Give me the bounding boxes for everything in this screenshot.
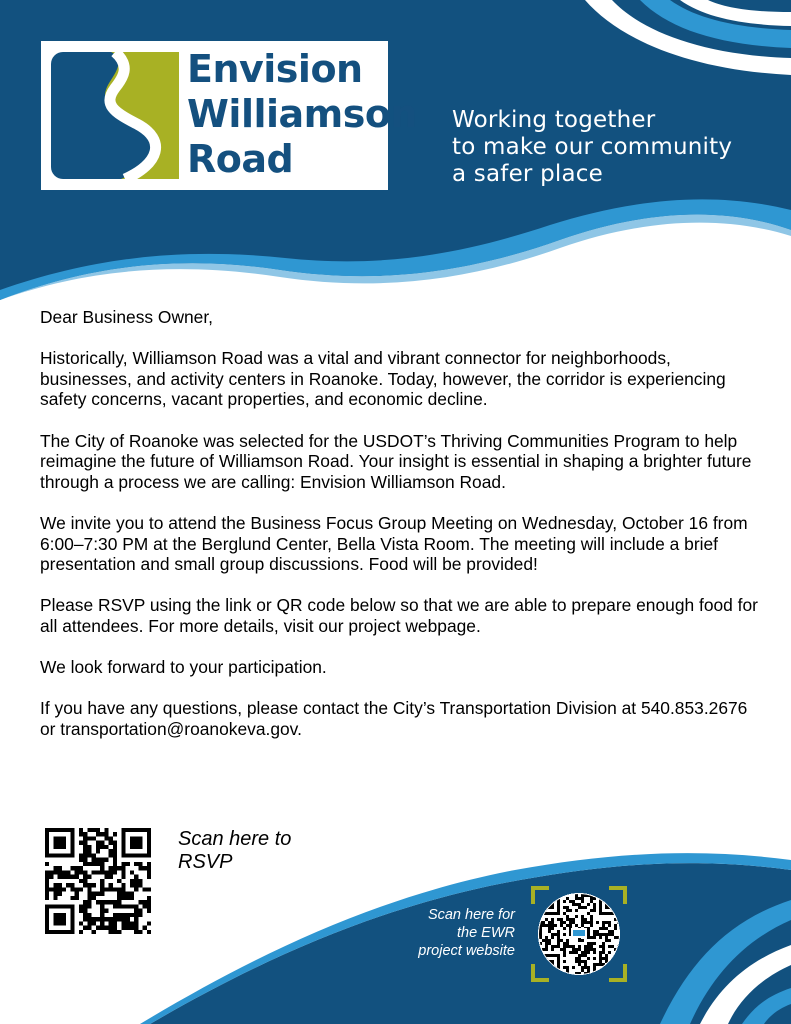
letter-body (40, 307, 760, 760)
rsvp-qr-code[interactable] (45, 828, 151, 934)
paragraph-contact: If you have any questions, please contact the City’s Transportation Division at 540.853.2676 or transportation@roanokeva.gov. (40, 698, 748, 739)
website-caption-line-2: the EWR (456, 925, 515, 941)
salutation: Dear Business Owner, (40, 307, 214, 327)
rsvp-caption (178, 828, 291, 874)
logo (41, 41, 418, 190)
website-qr-code[interactable] (531, 886, 627, 982)
logo-wordmark (187, 47, 417, 182)
website-caption-line-1: Scan here for (427, 907, 515, 923)
tagline-line-2: to make our community (452, 134, 733, 160)
logo-line-1: Envision (187, 47, 363, 91)
paragraph-history: Historically, Williamson Road was a vital and vibrant connector for neighborhoods, businesses, and activity centers in Roanoke. Today, however, the corridor is experiencing safety concerns, vacant properties, and economic decline. (40, 348, 726, 410)
logo-line-3: Road (187, 137, 294, 181)
website-caption (392, 906, 515, 960)
road-logo-icon (51, 52, 179, 179)
tagline-line-1: Working together (452, 107, 656, 133)
paragraph-rsvp: Please RSVP using the link or QR code below so that we are able to prepare enough food for all attendees. For more details, visit our project webpage. (40, 595, 758, 636)
tagline-line-3: a safer place (452, 161, 603, 187)
paragraph-program: The City of Roanoke was selected for the USDOT’s Thriving Communities Program to help reimagine the future of Williamson Road. Your insight is essential in shaping a brighter future through a process we are calling: Envision Williamson Road. (40, 430, 752, 492)
logo-line-2: Williamson (187, 92, 418, 136)
paragraph-closing: We look forward to your participation. (40, 657, 327, 678)
rsvp-line-2: RSVP (178, 851, 233, 873)
tagline (452, 107, 732, 188)
rsvp-line-1: Scan here to (178, 828, 292, 850)
website-caption-line-3: project website (418, 943, 515, 959)
paragraph-invitation: We invite you to attend the Business Focus Group Meeting on Wednesday, October 16 from 6:00–7:30 PM at the Berglund Center, Bella Vista Room. The meeting will include a brief presentation and small group discussions. Food will be provided! (40, 512, 748, 575)
